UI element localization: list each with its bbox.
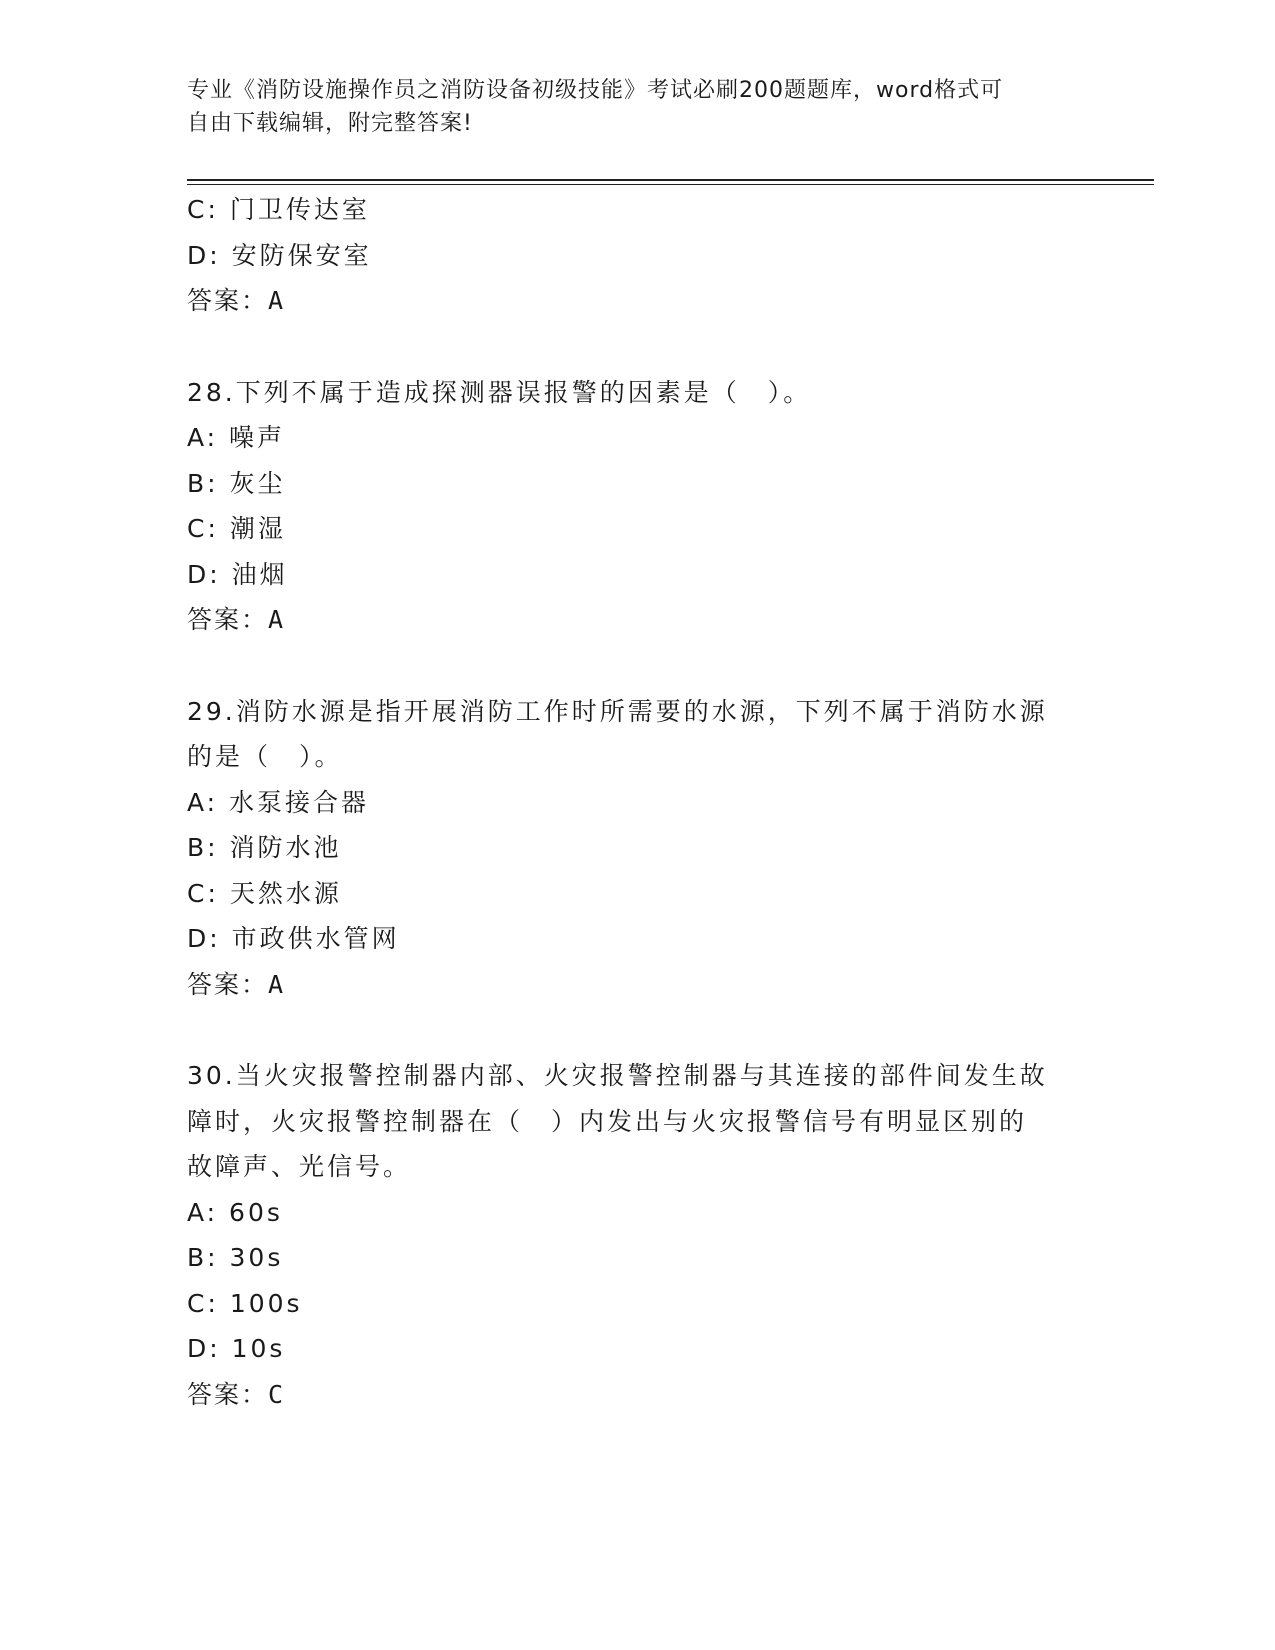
option-d: D: 安防保安室 (187, 240, 372, 270)
option-a: A: 水泵接合器 (187, 787, 370, 817)
question-28 (187, 370, 1087, 643)
option-d: D: 市政供水管网 (187, 924, 400, 953)
option-c: C: 天然水源 (187, 878, 342, 908)
question-30 (187, 1053, 1087, 1417)
option-c: C: 门卫传达室 (187, 195, 370, 224)
option-c: C: 100s (187, 1288, 303, 1318)
header-divider-thin (187, 184, 1154, 185)
option-a: A: 噪声 (187, 423, 286, 452)
spacer (187, 324, 1087, 370)
question-text: 故障声、光信号。 (187, 1152, 412, 1181)
spacer (187, 1007, 1087, 1053)
question-text: 29.消防水源是指开展消防工作时所需要的水源，下列不属于消防水源 (187, 696, 1048, 726)
option-a: A: 60s (187, 1197, 283, 1227)
option-d: D: 10s (187, 1334, 286, 1363)
answer-line: 答案：C (187, 1379, 286, 1409)
question-text: 障时，火灾报警控制器在（ ）内发出与火灾报警信号有明显区别的 (187, 1106, 1028, 1136)
header-line-2: 自由下载编辑，附完整答案! (187, 111, 473, 136)
answer-line: 答案：A (187, 286, 286, 315)
question-29 (187, 689, 1087, 1008)
question-text: 的是（ ）。 (187, 742, 343, 771)
option-b: B: 30s (187, 1243, 284, 1272)
document-header (187, 74, 1067, 140)
question-text: 30.当火灾报警控制器内部、火灾报警控制器与其连接的部件间发生故 (187, 1061, 1048, 1090)
answer-line: 答案：A (187, 969, 286, 999)
question-text: 28.下列不属于造成探测器误报警的因素是（ ）。 (187, 377, 812, 407)
header-line-1: 专业《消防设施操作员之消防设备初级技能》考试必刷200题题库，word格式可 (187, 78, 1004, 103)
option-d: D: 油烟 (187, 559, 288, 589)
question-content (187, 187, 1087, 1417)
answer-line: 答案：A (187, 605, 286, 634)
option-b: B: 灰尘 (187, 468, 286, 498)
option-c: C: 潮湿 (187, 514, 286, 543)
option-b: B: 消防水池 (187, 833, 342, 862)
header-divider (187, 179, 1154, 181)
prev-question-tail (187, 187, 1087, 324)
spacer (187, 643, 1087, 689)
